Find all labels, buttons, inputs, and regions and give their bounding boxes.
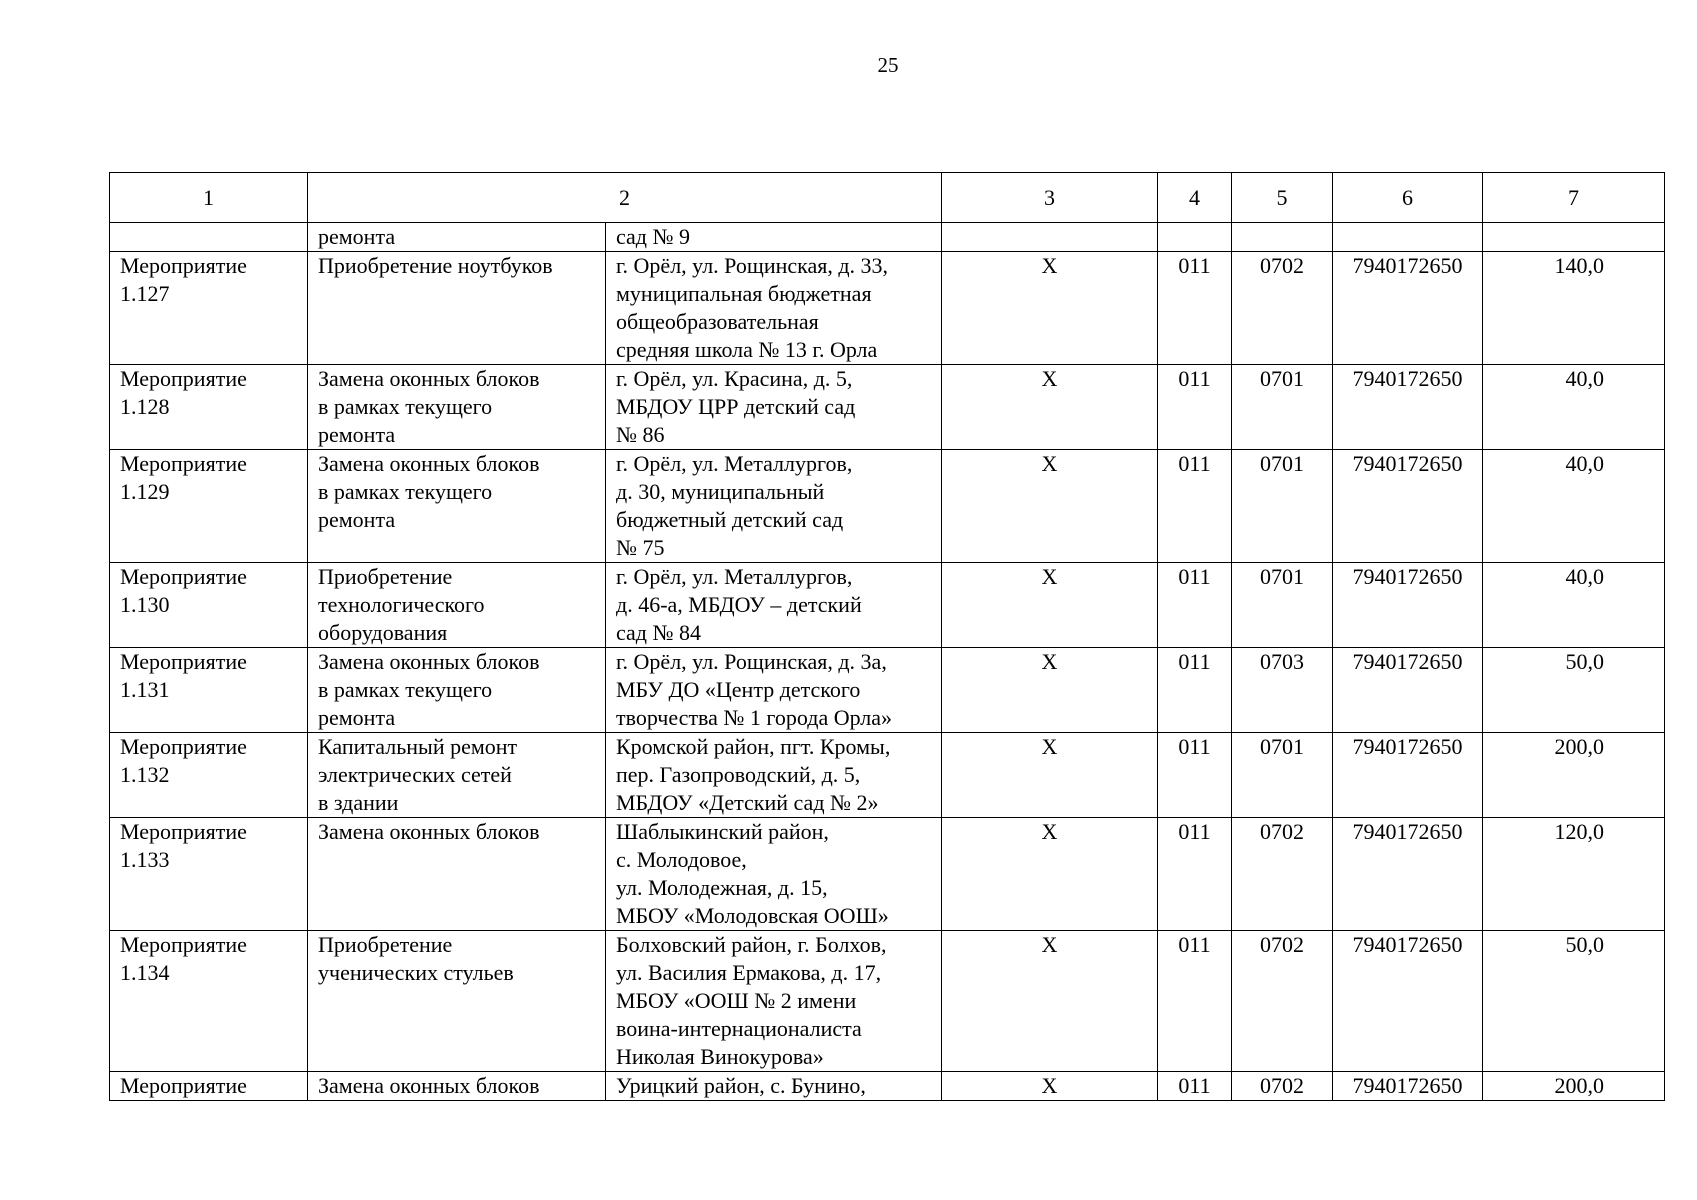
event-number (110, 223, 308, 252)
table-row (110, 648, 1665, 733)
amount-value: 140,0 (1483, 252, 1665, 365)
event-number: Мероприятие (110, 1072, 308, 1101)
event-description (308, 818, 942, 931)
column-4-value: 011 (1158, 563, 1232, 648)
header-cell: 6 (1333, 173, 1483, 223)
event-location: Урицкий район, с. Бунино, (616, 1073, 866, 1098)
header-cell: 5 (1232, 173, 1333, 223)
event-description (308, 365, 942, 450)
column-6-value: 7940172650 (1333, 365, 1483, 450)
column-5-value: 0701 (1232, 563, 1333, 648)
event-number: Мероприятие 1.131 (110, 648, 308, 733)
header-cell: 2 (308, 173, 942, 223)
column-4-value: 011 (1158, 450, 1232, 563)
event-name: Замена оконных блоков в рамках текущего ремонта (308, 648, 606, 732)
event-name: Замена оконных блоков (308, 1072, 606, 1100)
column-6-value: 7940172650 (1333, 818, 1483, 931)
column-4-value: 011 (1158, 648, 1232, 733)
event-description (308, 1072, 942, 1101)
table-row (110, 1072, 1665, 1101)
column-4-value: 011 (1158, 252, 1232, 365)
amount-value: 50,0 (1483, 931, 1665, 1072)
column-5-value: 0701 (1232, 365, 1333, 450)
event-location: Кромской район, пгт. Кромы, пер. Газопроводский, д. 5, МБДОУ «Детский сад № 2» (616, 734, 891, 815)
header-cell: 3 (942, 173, 1158, 223)
table-row (110, 563, 1665, 648)
event-description (308, 223, 942, 252)
event-location: сад № 9 (616, 224, 690, 249)
table-row (110, 818, 1665, 931)
event-description (308, 648, 942, 733)
column-6-value: 7940172650 (1333, 733, 1483, 818)
column-3-value: Х (942, 733, 1158, 818)
table-row (110, 365, 1665, 450)
column-4-value: 011 (1158, 1072, 1232, 1101)
amount-value: 40,0 (1483, 365, 1665, 450)
column-5-value (1232, 223, 1333, 252)
event-name: Приобретение ученических стульев (308, 931, 606, 1071)
event-description (308, 252, 942, 365)
column-3-value: Х (942, 931, 1158, 1072)
event-name: Капитальный ремонт электрических сетей в здании (308, 733, 606, 817)
table-header-row (110, 173, 1665, 223)
column-3-value: Х (942, 818, 1158, 931)
amount-value: 40,0 (1483, 563, 1665, 648)
event-location: г. Орёл, ул. Красина, д. 5, МБДОУ ЦРР детский сад № 86 (616, 366, 856, 447)
column-4-value: 011 (1158, 365, 1232, 450)
column-5-value: 0703 (1232, 648, 1333, 733)
event-name: ремонта (308, 223, 606, 251)
amount-value: 200,0 (1483, 1072, 1665, 1101)
event-number: Мероприятие 1.132 (110, 733, 308, 818)
event-number: Мероприятие 1.134 (110, 931, 308, 1072)
amount-value: 40,0 (1483, 450, 1665, 563)
table-row (110, 252, 1665, 365)
table-row (110, 931, 1665, 1072)
column-5-value: 0702 (1232, 252, 1333, 365)
column-6-value (1333, 223, 1483, 252)
table-row (110, 223, 1665, 252)
header-cell: 1 (110, 173, 308, 223)
column-4-value: 011 (1158, 818, 1232, 931)
event-number: Мероприятие 1.127 (110, 252, 308, 365)
budget-table (109, 172, 1665, 1101)
table-row (110, 450, 1665, 563)
column-6-value: 7940172650 (1333, 450, 1483, 563)
event-name: Приобретение ноутбуков (308, 252, 606, 364)
event-description (308, 450, 942, 563)
event-description (308, 931, 942, 1072)
column-3-value: Х (942, 1072, 1158, 1101)
column-3-value (942, 223, 1158, 252)
event-location: Шаблыкинский район, с. Молодовое, ул. Молодежная, д. 15, МБОУ «Молодовская ООШ» (616, 819, 889, 928)
column-3-value: Х (942, 648, 1158, 733)
column-6-value: 7940172650 (1333, 252, 1483, 365)
column-3-value: Х (942, 252, 1158, 365)
event-location: г. Орёл, ул. Рощинская, д. 3а, МБУ ДО «Центр детского творчества № 1 города Орла» (616, 649, 893, 730)
amount-value: 50,0 (1483, 648, 1665, 733)
column-4-value (1158, 223, 1232, 252)
event-location: г. Орёл, ул. Рощинская, д. 33, муниципальная бюджетная общеобразовательная средняя школа № 13 г. Орла (616, 253, 889, 362)
column-3-value: Х (942, 365, 1158, 450)
event-description (308, 733, 942, 818)
event-location: г. Орёл, ул. Металлургов, д. 46-а, МБДОУ – детский сад № 84 (616, 564, 862, 645)
event-name: Приобретение технологического оборудования (308, 563, 606, 647)
column-6-value: 7940172650 (1333, 931, 1483, 1072)
event-number: Мероприятие 1.129 (110, 450, 308, 563)
column-4-value: 011 (1158, 733, 1232, 818)
column-5-value: 0701 (1232, 450, 1333, 563)
event-name: Замена оконных блоков в рамках текущего ремонта (308, 365, 606, 449)
table-row (110, 733, 1665, 818)
column-5-value: 0702 (1232, 931, 1333, 1072)
event-number: Мероприятие 1.128 (110, 365, 308, 450)
amount-value (1483, 223, 1665, 252)
amount-value: 200,0 (1483, 733, 1665, 818)
event-location: г. Орёл, ул. Металлургов, д. 30, муниципальный бюджетный детский сад № 75 (616, 451, 853, 560)
column-4-value: 011 (1158, 931, 1232, 1072)
event-number: Мероприятие 1.133 (110, 818, 308, 931)
event-location: Болховский район, г. Болхов, ул. Василия Ермакова, д. 17, МБОУ «ООШ № 2 имени воина-интернационалиста Николая Винокурова» (616, 932, 887, 1069)
column-5-value: 0702 (1232, 1072, 1333, 1101)
event-name: Замена оконных блоков (308, 818, 606, 930)
column-6-value: 7940172650 (1333, 648, 1483, 733)
page-number: 25 (877, 53, 899, 77)
amount-value: 120,0 (1483, 818, 1665, 931)
header-cell: 7 (1483, 173, 1665, 223)
header-cell: 4 (1158, 173, 1232, 223)
column-3-value: Х (942, 563, 1158, 648)
column-6-value: 7940172650 (1333, 563, 1483, 648)
event-number: Мероприятие 1.130 (110, 563, 308, 648)
column-5-value: 0702 (1232, 818, 1333, 931)
column-6-value: 7940172650 (1333, 1072, 1483, 1101)
event-name: Замена оконных блоков в рамках текущего ремонта (308, 450, 606, 562)
column-3-value: Х (942, 450, 1158, 563)
event-description (308, 563, 942, 648)
column-5-value: 0701 (1232, 733, 1333, 818)
